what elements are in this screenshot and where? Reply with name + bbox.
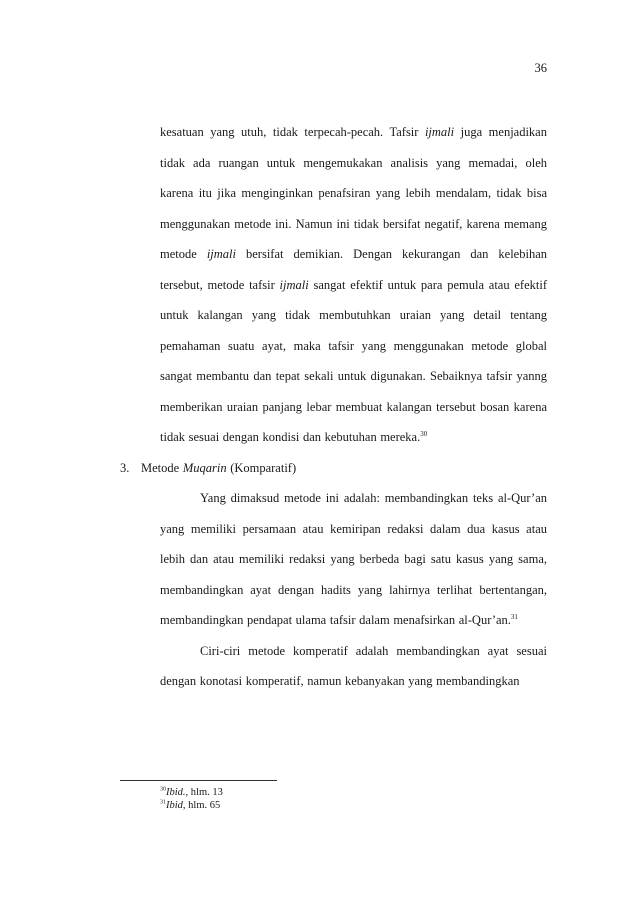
footnote-text: , hlm. 65 — [182, 800, 221, 811]
heading-text: (Komparatif) — [226, 460, 297, 475]
footnote-number: 30 — [160, 786, 166, 793]
footnote-30 — [160, 786, 223, 799]
italic-term: ijmali — [206, 247, 236, 261]
footnote-ref-31[interactable]: 31 — [510, 612, 518, 621]
text-run: sangat efektif untuk para pemula atau efektif untuk kalangan yang tidak membutuhkan uraian yang detail tentang pemahaman suatu ayat, maka tafsir yang menggunakan metode global sangat membantu dan tepat sekali untuk digunakan. Sebaiknya tafsir yanng memberikan uraian panjang lebar membuat kalangan tersebut bosan karena tidak sesuai dengan kondisi dan kebutuhan mereka. — [160, 277, 548, 444]
list-number: 3. — [120, 460, 130, 475]
text-run: juga menjadikan tidak ada ruangan untuk mengemukakan analisis yang memadai, oleh karena itu jika menginginkan penafsiran yang lebih mendalam, tidak bisa menggunakan metode ini. Namun ini tidak bersifat negatif, karena memang metode — [160, 125, 547, 261]
footnotes — [160, 786, 223, 812]
footnote-ref-30[interactable]: 30 — [420, 429, 428, 438]
page-number: 36 — [534, 61, 547, 75]
paragraph-muqarin-characteristics — [160, 636, 547, 697]
footnote-number: 31 — [160, 799, 166, 806]
text-run: Ciri-ciri metode komperatif adalah membandingkan ayat sesuai dengan konotasi komperatif, namun kebanyakan yang membandingkan — [160, 643, 547, 688]
footnote-source: Ibid — [166, 800, 183, 811]
paragraph-muqarin-definition — [160, 483, 547, 636]
heading-text: Metode — [141, 460, 183, 475]
italic-term: ijmali — [424, 125, 455, 139]
footnote-31 — [160, 799, 223, 812]
footnote-source: Ibid. — [166, 787, 186, 798]
text-run: kesatuan yang utuh, tidak terpecah-pecah. Tafsir — [160, 125, 425, 139]
italic-term: ijmali — [279, 277, 309, 292]
paragraph-ijmali-conclusion — [160, 117, 547, 453]
footnote-divider — [120, 780, 277, 781]
text-run: bersifat demikian. Dengan kekurangan dan kelebihan tersebut, metode tafsir — [160, 247, 547, 292]
body-text — [120, 117, 548, 697]
italic-term: Muqarin — [182, 460, 227, 475]
footnote-text: , hlm. 13 — [185, 787, 223, 798]
section-heading-muqarin — [120, 453, 547, 484]
text-run: Yang dimaksud metode ini adalah: membandingkan teks al-Qur’an yang memiliki persamaan atau kemiripan redaksi dalam dua kasus atau lebih dan atau memiliki redaksi yang berbeda bagi satu kasus yang sama, membandingkan ayat dengan hadits yang lahirnya terlihat bertentangan, membandingkan pendapat ulama tafsir dalam menafsirkan al-Qur’an. — [160, 491, 547, 627]
